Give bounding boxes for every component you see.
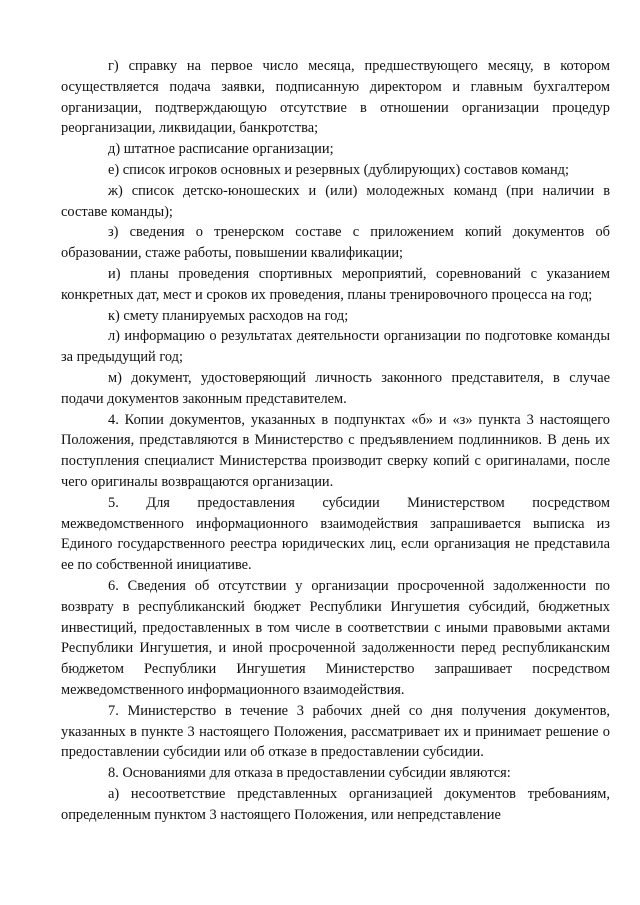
paragraph-clause-5: 5. Для предоставления субсидии Министерством посредством межведомственного информационного взаимодействия запрашивается выписка из Единого государственного реестра юридических лиц, если организация не представила ее по собственной инициативе.: [61, 494, 610, 574]
paragraph-item-g: г) справку на первое число месяца, предшествующего месяцу, в котором осуществляется подача заявки, подписанную директором и главным бухгалтером организации, подтверждающую отсутствие в отношении организации процедур реорганизации, ликвидации, банкротства;: [61, 58, 610, 137]
document-page: [61, 56, 610, 825]
paragraph-item-m: м) документ, удостоверяющий личность законного представителя, в случае подачи документов законным представителем.: [61, 369, 610, 407]
paragraph-clause-7: 7. Министерство в течение 3 рабочих дней со дня получения документов, указанных в пункте 3 настоящего Положения, рассматривает их и принимает решение о предоставлении субсидии или об отказе в предоставлении субсидии.: [61, 702, 610, 761]
paragraph-item-z: з) сведения о тренерском составе с приложением копий документов об образовании, стаже работы, повышении квалификации;: [61, 224, 610, 262]
paragraph-item-a: а) несоответствие представленных организацией документов требованиям, определенным пунктом 3 настоящего Положения, или непредставление: [61, 785, 610, 823]
paragraph-item-k: к) смету планируемых расходов на год;: [108, 307, 349, 324]
paragraph-clause-4: 4. Копии документов, указанных в подпунктах «б» и «з» пункта 3 настоящего Положения, представляются в Министерство с предъявлением подлинников. В день их поступления специалист Министерства производит сверку копий с оригиналами, после чего оригиналы возвращаются организации.: [61, 411, 610, 490]
paragraph-item-d: д) штатное расписание организации;: [108, 141, 334, 158]
paragraph-clause-6: 6. Сведения об отсутствии у организации просроченной задолженности по возврату в республиканский бюджет Республики Ингушетия субсидий, бюджетных инвестиций, предоставленных в том числе в соответствии с иными правовыми актами Республики Ингушетия, и иной просроченной задолженности перед республиканским бюджетом Республики Ингушетия Министерство запрашивает посредством межведомственного информационного взаимодействия.: [61, 577, 610, 698]
paragraph-item-i: и) планы проведения спортивных мероприятий, соревнований с указанием конкретных дат, мест и сроков их проведения, планы тренировочного процесса на год;: [61, 265, 610, 303]
paragraph-clause-8: 8. Основаниями для отказа в предоставлении субсидии являются:: [108, 765, 511, 782]
paragraph-item-l: л) информацию о результатах деятельности организации по подготовке команды за предыдущий год;: [61, 328, 610, 366]
paragraph-item-zh: ж) список детско-юношеских и (или) молодежных команд (при наличии в составе команды);: [61, 182, 610, 220]
paragraph-item-e: е) список игроков основных и резервных (дублирующих) составов команд;: [108, 161, 570, 178]
